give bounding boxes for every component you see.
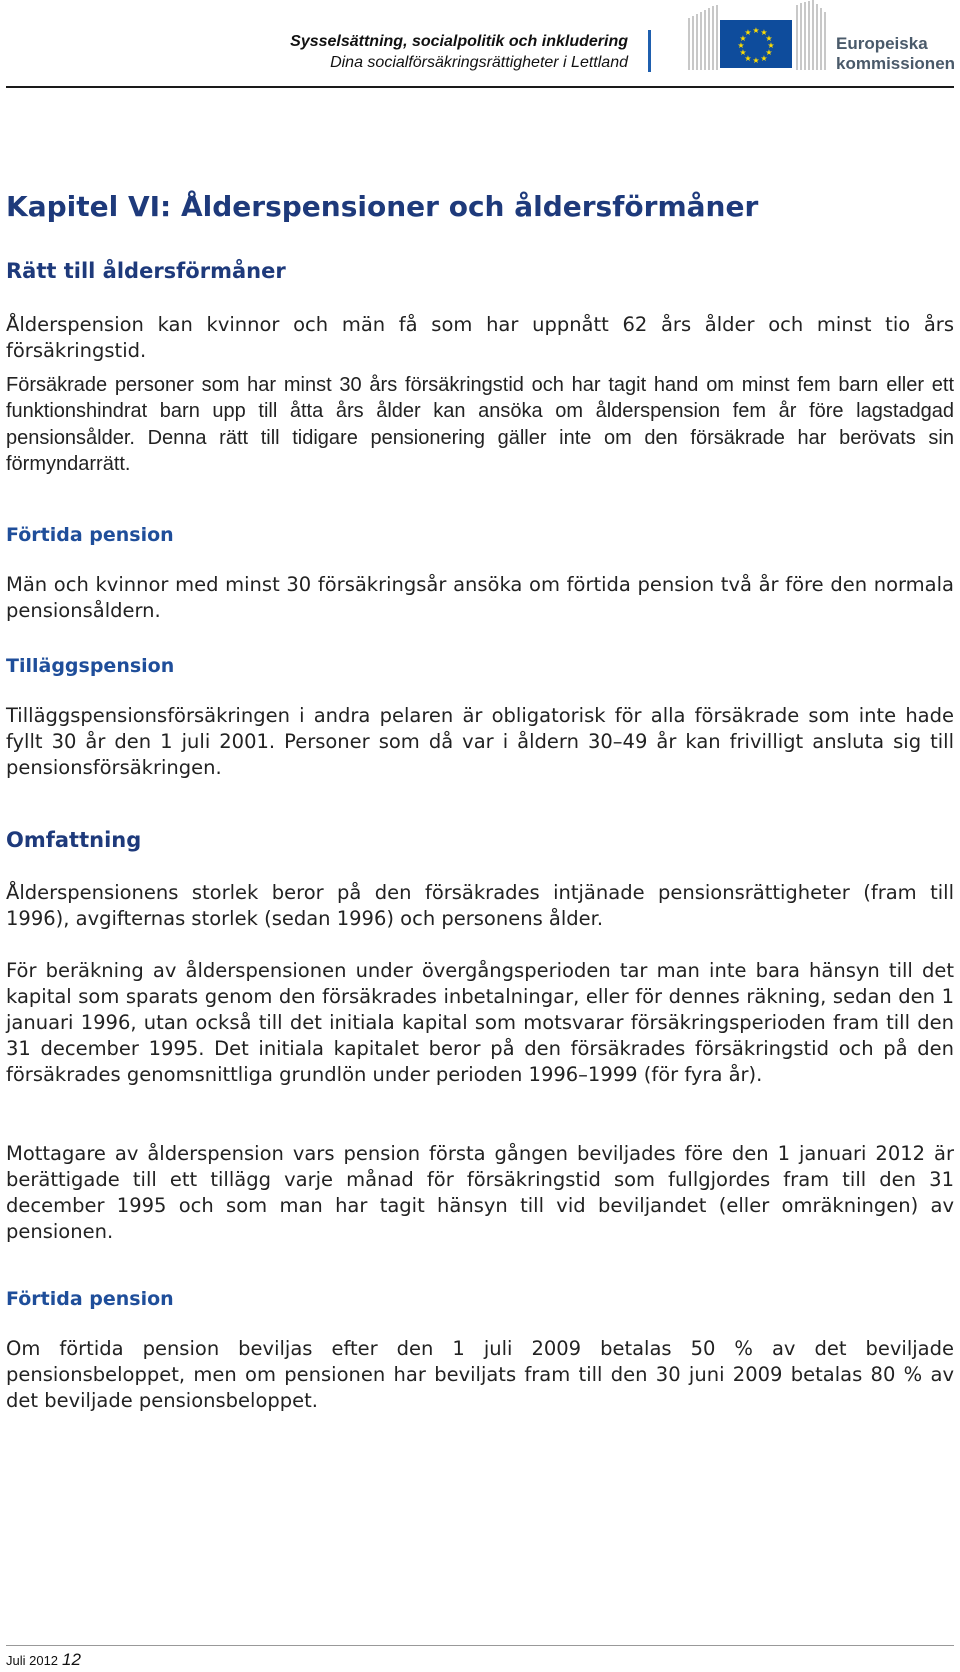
berlaymont-building-icon [688, 0, 836, 80]
footer-rule [6, 1645, 954, 1646]
paragraph: Om förtida pension beviljas efter den 1 juli 2009 betalas 50 % av det beviljade pensionsbeloppet, men om pensionen har beviljats fram till den 30 juni 2009 betalas 80 % av det beviljade pensionsbeloppet. [6, 1337, 954, 1412]
section-heading-coverage: Omfattning [6, 828, 142, 852]
footer-date: Juli 2012 [6, 1653, 59, 1668]
section-heading-rights: Rätt till åldersförmåner [6, 259, 286, 283]
header-dg-title: Sysselsättning, socialpolitik och inkludering [290, 33, 628, 50]
subsection-heading-early-pension-2: Förtida pension [6, 1288, 174, 1310]
svg-text:★: ★ [752, 56, 760, 65]
svg-text:★: ★ [744, 28, 752, 37]
svg-text:★: ★ [765, 34, 773, 43]
paragraph: Försäkrade personer som har minst 30 års försäkringstid och har tagit hand om minst fem barn eller ett funktionshindrat barn upp till åtta års ålder kan ansöka om ålderspension fem år före lagstadgad pensionsålder. Denna rätt till tidigare pensionering gäller inte om den försäkrade har berövats sin förmyndarrätt. [6, 374, 954, 475]
header-rule [6, 86, 954, 88]
subsection-heading-early-pension: Förtida pension [6, 524, 174, 546]
page-header [0, 0, 960, 90]
svg-text:★: ★ [767, 41, 775, 50]
page-footer [6, 1650, 81, 1670]
paragraph: Män och kvinnor med minst 30 försäkringsår ansöka om förtida pension två år före den normala pensionsåldern. [6, 573, 954, 622]
paragraph: Tilläggspensionsförsäkringen i andra pelaren är obligatorisk för alla försäkrade som inte hade fyllt 30 år den 1 juli 2001. Personer som då var i åldern 30–49 år kan frivilligt ansluta sig till pensionsförsäkringen. [6, 704, 954, 779]
subsection-heading-supplementary-pension: Tilläggspension [6, 655, 175, 677]
paragraph: Mottagare av ålderspension vars pension första gången beviljades före den 1 januari 2012 är berättigade till ett tillägg varje månad för försäkringstid som fullgjordes fram till den 31 december 1995 och som man har tagit hänsyn till vid beviljandet (eller omräkningen) av pensionen. [6, 1142, 954, 1243]
svg-text:★: ★ [752, 26, 760, 35]
european-commission-logo [688, 0, 958, 80]
svg-text:★: ★ [739, 34, 747, 43]
svg-text:★: ★ [760, 54, 768, 63]
svg-text:★: ★ [739, 48, 747, 57]
svg-text:★: ★ [737, 41, 745, 50]
svg-text:★: ★ [765, 48, 773, 57]
paragraph: Ålderspensionens storlek beror på den försäkrades intjänade pensionsrättigheter (fram till 1996), avgifternas storlek (sedan 1996) och personens ålder. [6, 881, 954, 930]
chapter-title: Kapitel VI: Ålderspensioner och åldersförmåner [6, 190, 759, 223]
svg-text:★: ★ [760, 28, 768, 37]
paragraph: För beräkning av ålderspensionen under övergångsperioden tar man inte bara hänsyn till det kapital som sparats genom den försäkrades inbetalningar, eller för dennes räkning, sedan den 1 januari 1996, utan också till det initiala kapital som motsvarar försäkringsperioden fram till den 31 december 1995. Det initiala kapitalet beror på den försäkrades försäkringstid och på den försäkrades genomsnittliga grundlön under perioden 1996–1999 (för fyra år). [6, 959, 954, 1086]
paragraph: Ålderspension kan kvinnor och män få som har uppnått 62 års ålder och minst tio års försäkringstid. [6, 313, 954, 362]
page-number: 12 [62, 1650, 81, 1669]
header-doc-title: Dina socialförsäkringsrättigheter i Lettland [330, 54, 628, 71]
header-divider [648, 30, 651, 72]
logo-org-name: Europeiska kommissionen [836, 34, 956, 73]
header-text [290, 32, 628, 73]
svg-text:★: ★ [744, 54, 752, 63]
